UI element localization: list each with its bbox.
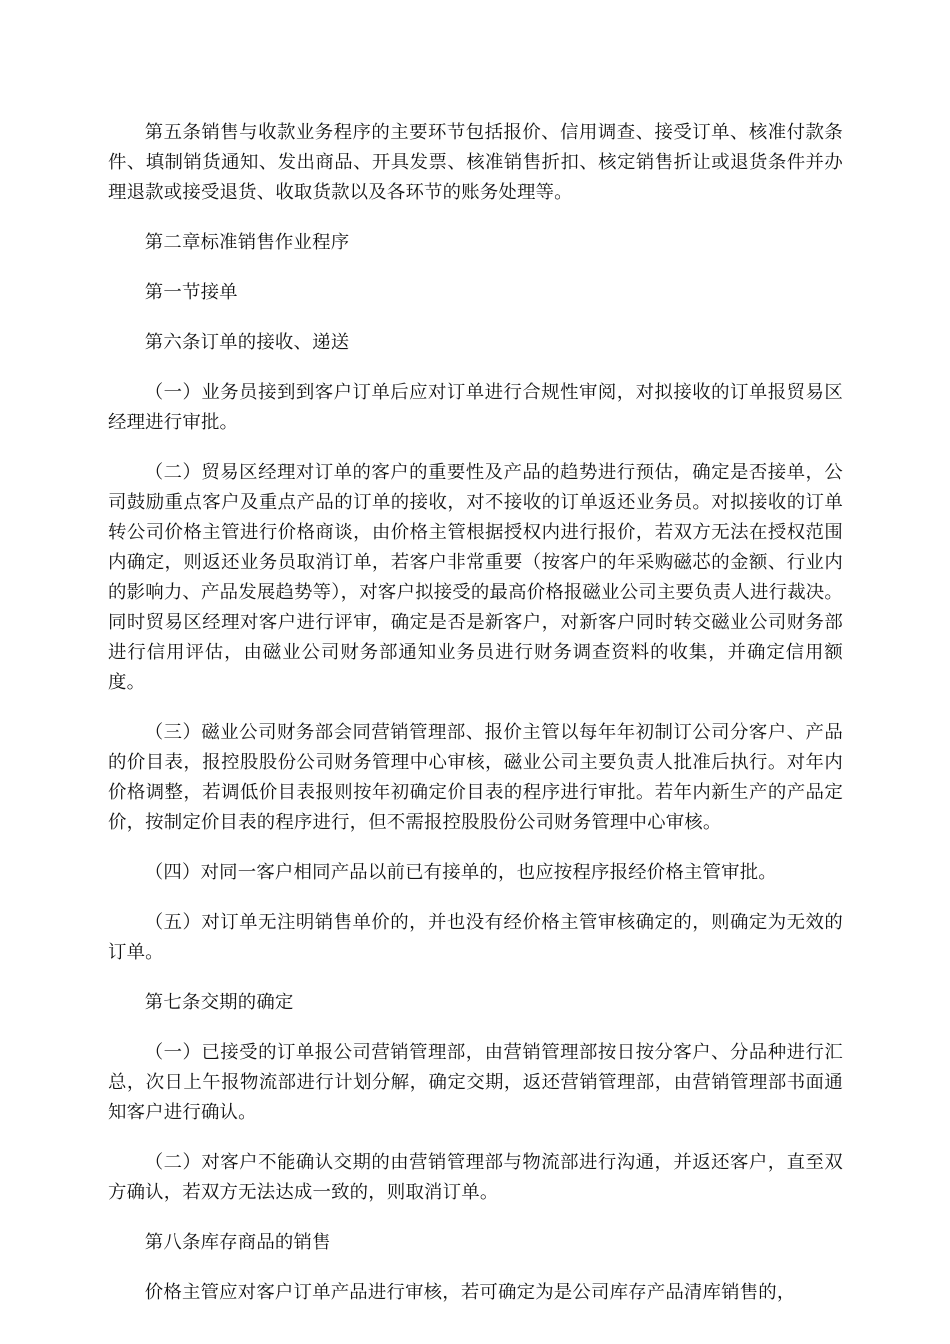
paragraph-6-3: （三）磁业公司财务部会同营销管理部、报价主管以每年年初制订公司分客户、产品的价目表，报控股股份公司财务管理中心审核，磁业公司主要负责人批准后执行。对年内价格调整，若调低价目表报则按年初确定价目表的程序进行审批。若年内新生产的产品定价，按制定价目表的程序进行，但不需报控股股份公司财务管理中心审核。 — [108, 722, 843, 833]
paragraph-6-1: （一）业务员接到到客户订单后应对订单进行合规性审阅，对拟接收的订单报贸易区经理进行审批。 — [108, 382, 843, 433]
section-heading: 第一节接单 — [144, 282, 238, 303]
paragraph-article-5: 第五条销售与收款业务程序的主要环节包括报价、信用调查、接受订单、核准付款条件、填制销货通知、发出商品、开具发票、核准销售折扣、核定销售折让或退货条件并办理退款或接受退货、收取货款以及各环节的账务处理等。 — [108, 122, 843, 203]
document-body — [108, 118, 843, 1328]
paragraph-6-5: （五）对订单无注明销售单价的，并也没有经价格主管审核确定的，则确定为无效的订单。 — [108, 912, 843, 963]
article-heading-8: 第八条库存商品的销售 — [144, 1232, 331, 1253]
paragraph-7-1: （一）已接受的订单报公司营销管理部，由营销管理部按日按分客户、分品种进行汇总，次日上午报物流部进行计划分解，确定交期，返还营销管理部，由营销管理部书面通知客户进行确认。 — [108, 1042, 843, 1123]
article-heading-6: 第六条订单的接收、递送 — [144, 332, 350, 353]
paragraph-7-2: （二）对客户不能确认交期的由营销管理部与物流部进行沟通，并返还客户，直至双方确认，若双方无法达成一致的，则取消订单。 — [108, 1152, 843, 1203]
paragraph-6-4: （四）对同一客户相同产品以前已有接单的，也应按程序报经价格主管审批。 — [144, 862, 777, 883]
article-heading-7: 第七条交期的确定 — [144, 992, 294, 1013]
paragraph-6-2: （二）贸易区经理对订单的客户的重要性及产品的趋势进行预估，确定是否接单，公司鼓励重点客户及重点产品的订单的接收，对不接收的订单返还业务员。对拟接收的订单转公司价格主管进行价格商谈，由价格主管根据授权内进行报价，若双方无法在授权范围内确定，则返还业务员取消订单，若客户非常重要（按客户的年采购磁芯的金额、行业内的影响力、产品发展趋势等），对客户拟接受的最高价格报磁业公司主要负责人进行裁决。同时贸易区经理对客户进行评审，确定是否是新客户，对新客户同时转交磁业公司财务部进行信用评估，由磁业公司财务部通知业务员进行财务调查资料的收集，并确定信用额度。 — [108, 462, 843, 693]
paragraph-8-1: 价格主管应对客户订单产品进行审核，若可确定为是公司库存产品清库销售的， — [144, 1282, 796, 1303]
chapter-heading: 第二章标准销售作业程序 — [144, 232, 350, 253]
